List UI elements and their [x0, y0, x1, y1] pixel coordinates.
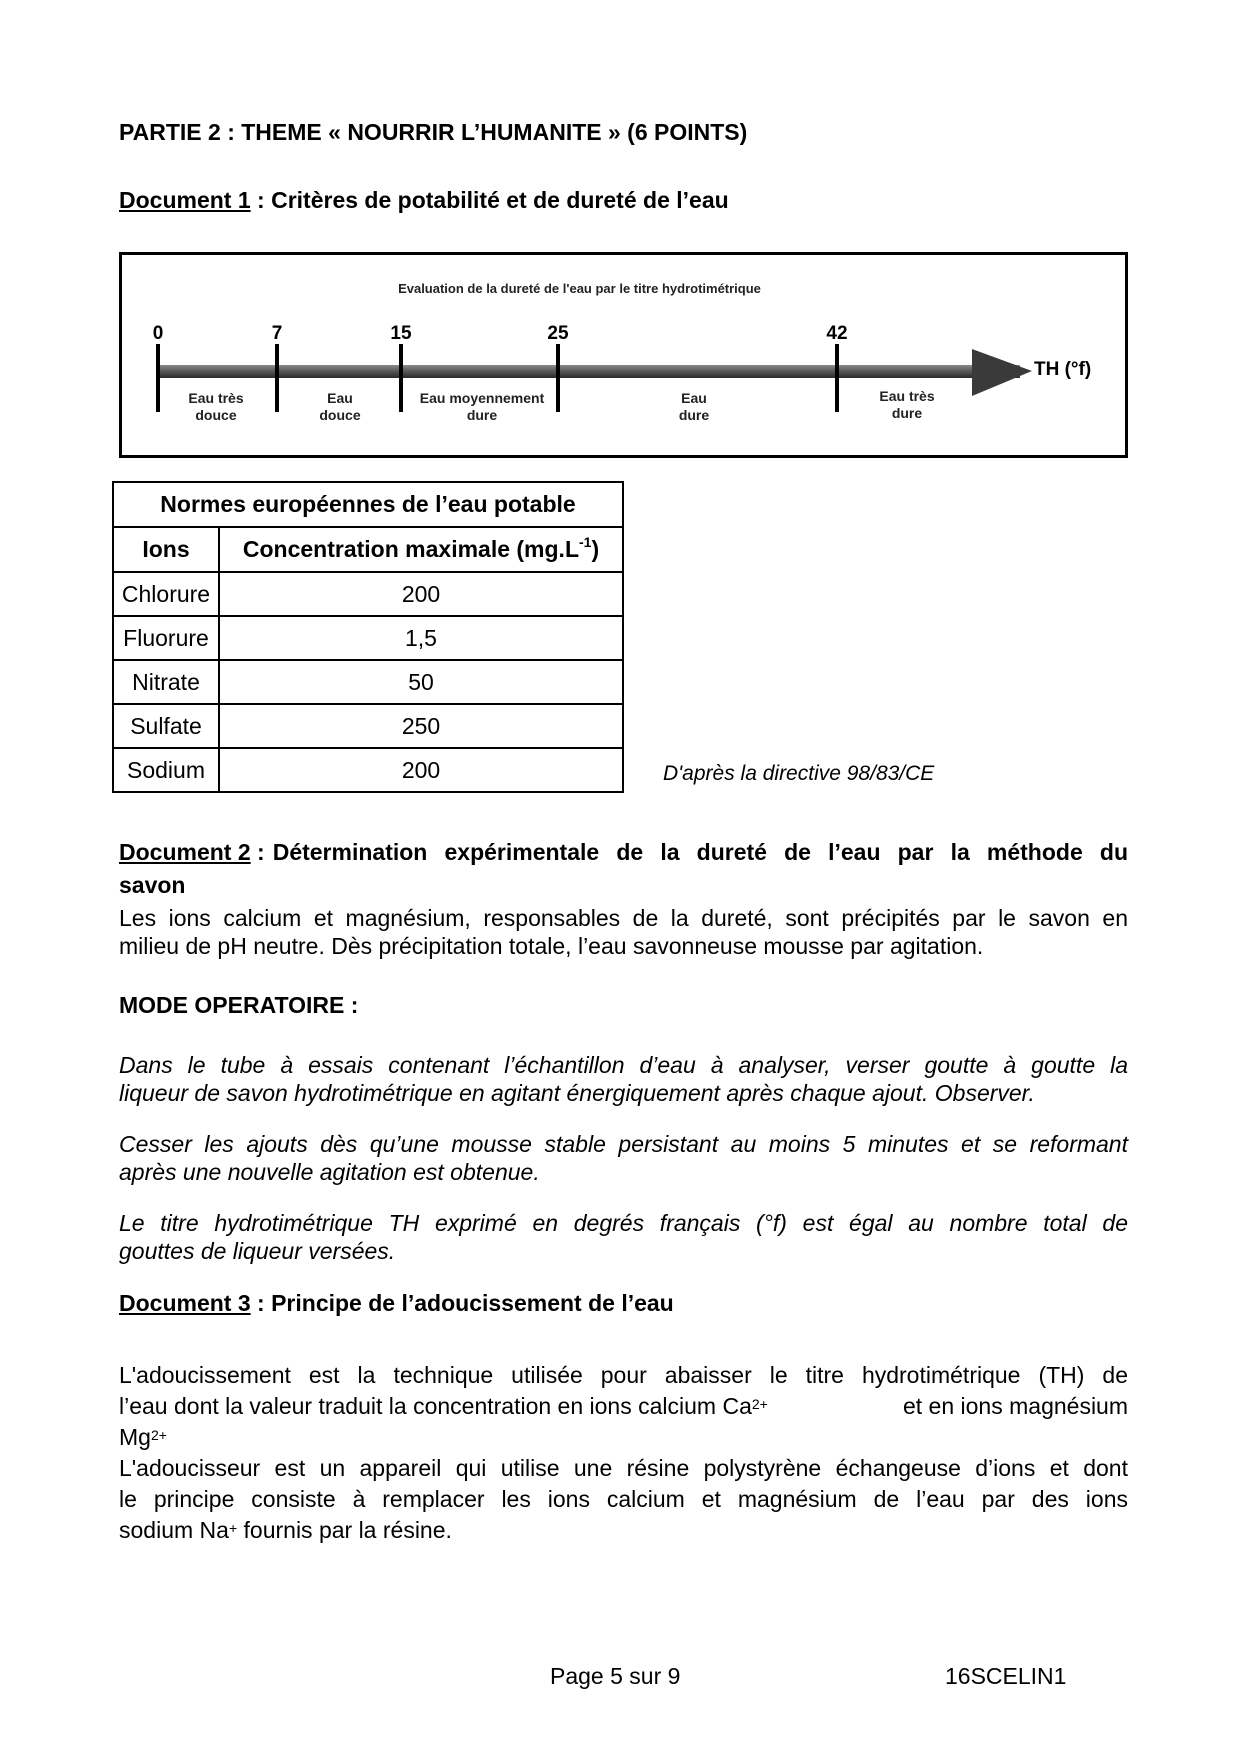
- doc3-paragraph-2: L'adoucisseur est un appareil qui utilise une résine polystyrène échangeuse d’ions et dont le principe consiste à remplacer les ions calcium et magnésium de l’eau par des ions sodium Na+ fournis par la résine.: [119, 1455, 1128, 1543]
- tick-label-0: 0: [152, 323, 164, 344]
- doc3-heading: Document 3 : Principe de l’adoucissement de l’eau: [119, 1290, 674, 1316]
- mode-title: MODE OPERATOIRE :: [119, 992, 359, 1018]
- arrow-head: [972, 349, 1032, 396]
- mg-charge: 2+: [150, 1427, 167, 1443]
- table-row: [113, 660, 623, 704]
- table-source: D'après la directive 98/83/CE: [663, 762, 935, 785]
- doc2-heading: Document 2 : Détermination expérimentale de la dureté de l’eau par la méthode du savon: [119, 839, 1128, 898]
- doc1-heading: [119, 186, 729, 214]
- document-code: 16SCELIN1: [945, 1663, 1067, 1689]
- mode-step-1: Dans le tube à essais contenant l’échantillon d’eau à analyser, verser goutte à goutte la liqueur de savon hydrotimétrique en agitant énergiquement après chaque ajout. Observer.: [119, 1052, 1128, 1106]
- tick-label-7: 7: [271, 323, 283, 344]
- zone-label-medium: Eau moyennement dure: [419, 390, 545, 423]
- mode-step-2: Cesser les ajouts dès qu’une mousse stable persistant au moins 5 minutes et se reformant après une nouvelle agitation est obtenue.: [119, 1131, 1128, 1185]
- doc1-label: Document 1: [119, 187, 251, 213]
- part-title: PARTIE 2 : THEME « NOURRIR L’HUMANITE » (6 POINTS): [119, 119, 748, 145]
- ion-cell: Chlorure: [113, 572, 219, 616]
- table-row: [113, 616, 623, 660]
- doc1-sep: :: [250, 187, 272, 213]
- zone-label-soft: Eau douce: [319, 390, 361, 423]
- ion-cell: Sodium: [113, 748, 219, 792]
- zone-label-very-soft: Eau très douce: [188, 390, 244, 423]
- doc2-label: Document 2: [119, 839, 251, 865]
- tick-mark-15: [399, 344, 403, 412]
- ion-cell: Fluorure: [113, 616, 219, 660]
- scale-title: Evaluation de la dureté de l'eau par le titre hydrotimétrique: [398, 281, 761, 296]
- value-cell: 250: [219, 704, 623, 748]
- col-header-ions: Ions: [113, 527, 219, 572]
- value-cell: 200: [219, 748, 623, 792]
- table-caption: Normes européennes de l’eau potable: [113, 482, 623, 527]
- tick-mark-42: [835, 344, 839, 412]
- hardness-scale-diagram: [119, 252, 1128, 458]
- table-row: [113, 704, 623, 748]
- na-charge: +: [228, 1520, 238, 1536]
- value-cell: 200: [219, 572, 623, 616]
- ca-charge: 2+: [751, 1396, 768, 1412]
- doc3-label: Document 3: [119, 1290, 251, 1316]
- zone-label-hard: Eau dure: [678, 390, 710, 423]
- doc2-title-line2: savon: [119, 872, 186, 898]
- scale-bar: [158, 365, 1020, 378]
- tick-label-42: 42: [826, 323, 848, 344]
- doc3-title: Principe de l’adoucissement de l’eau: [271, 1290, 674, 1316]
- ion-cell: Nitrate: [113, 660, 219, 704]
- table-row: [113, 572, 623, 616]
- tick-mark-25: [556, 344, 560, 412]
- value-cell: 50: [219, 660, 623, 704]
- table-row: [113, 748, 623, 792]
- tick-mark-0: [156, 344, 160, 412]
- ion-cell: Sulfate: [113, 704, 219, 748]
- doc2-title-line1: Détermination expérimentale de la dureté de l’eau par la méthode du: [272, 839, 1128, 865]
- page-number: Page 5 sur 9: [550, 1663, 681, 1689]
- zone-label-very-hard: Eau très dure: [879, 388, 935, 421]
- scale-arrow: [122, 255, 1125, 455]
- value-cell: 1,5: [219, 616, 623, 660]
- doc1-title: Critères de potabilité et de dureté de l’eau: [271, 187, 729, 213]
- axis-label: TH (°f): [1034, 359, 1092, 380]
- col-header-concentration: Concentration maximale $(mg.L^{-1})$: [219, 527, 623, 572]
- norms-table: [112, 481, 624, 793]
- doc3-paragraph-1: L'adoucissement est la technique utilisée pour abaisser le titre hydrotimétrique (TH) de l’eau dont la valeur traduit la concentration en ions calcium $Ca^{2+}$ et en ions magnésium $Mg^{2+}$: [119, 1362, 1128, 1450]
- mode-step-3: Le titre hydrotimétrique TH exprimé en degrés français (°f) est égal au nombre total de gouttes de liqueur versées.: [119, 1210, 1128, 1264]
- tick-label-25: 25: [547, 323, 569, 344]
- doc2-intro: Les ions calcium et magnésium, responsables de la dureté, sont précipités par le savon en milieu de pH neutre. Dès précipitation totale, l’eau savonneuse mousse par agitation.: [119, 905, 1128, 959]
- tick-label-15: 15: [390, 323, 412, 344]
- tick-mark-7: [275, 344, 279, 412]
